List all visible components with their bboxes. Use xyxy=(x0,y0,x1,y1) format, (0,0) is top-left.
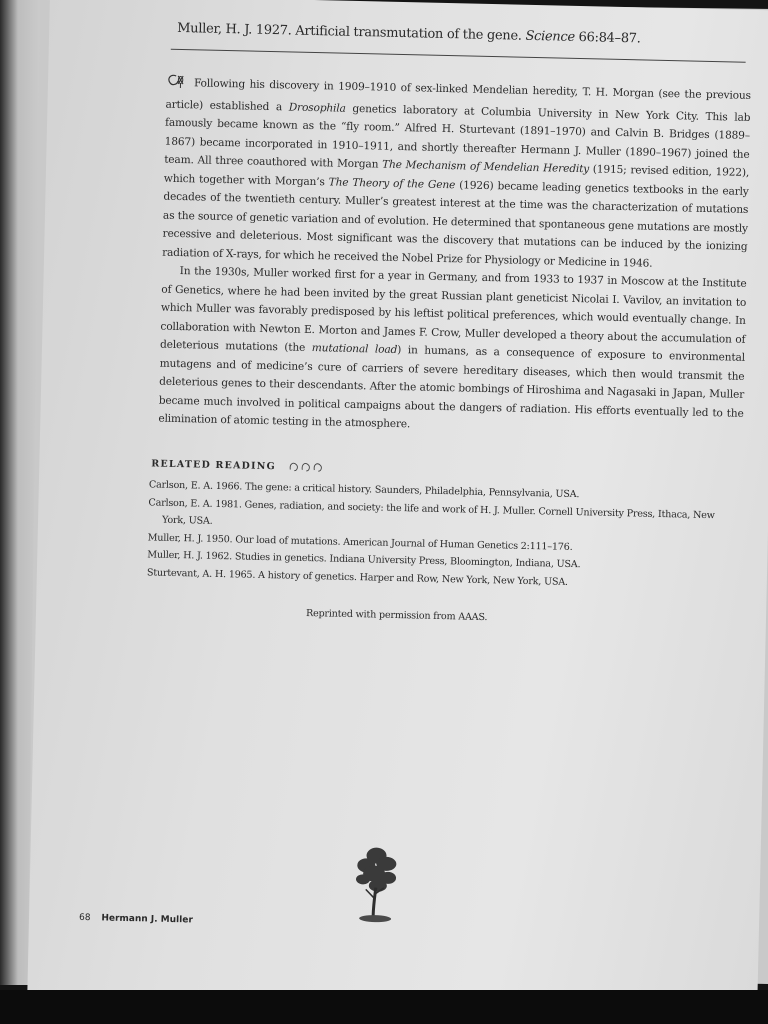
running-head: Hermann J. Muller xyxy=(101,913,193,926)
page-header-citation xyxy=(177,21,747,49)
book-page xyxy=(27,0,768,1010)
article-introduction xyxy=(158,73,751,442)
citation-journal: Science xyxy=(525,28,575,45)
tree-icon xyxy=(351,841,401,928)
fly-row-icon xyxy=(288,460,328,476)
related-reading-list xyxy=(147,476,734,594)
fly-ornament-icon xyxy=(166,73,189,96)
reference-item: Muller, H. J. 1950. Our load of mutations. American Journal of Human Genetics 2:111–176. xyxy=(147,531,573,553)
paragraph-2: In the 1930s, Muller worked first for a year in Germany, and from 1933 to 1937 in Moscow at the Institute of Genetics, where he had been invited by the great Russian plant geneticist Nicolai I. Vavilov, an invitation to which Muller was favorably predisposed by his leftist political preferences, which would eventually change. In collaboration with Newton E. Morton and James F. Crow, Muller developed a theory about the accumulation of deleterious mutations (the mutational load) in humans, as a consequence of exposure to environmental mutagens and of medicine’s cure of carriers of severe hereditary diseases, which then would transmit the deleterious genes to their descendants. After the atomic bombings of Hiroshima and Nagasaki in Japan, Muller became much involved in political campaigns about the dangers of radiation. His efforts eventually led to the elimination of atomic testing in the atmosphere. xyxy=(158,265,747,431)
paragraph-1: Following his discovery in 1909–1910 of sex-linked Mendelian heredity, T. H. Morgan (see the previous article) established a Drosophila genetics laboratory at Columbia University in New York City. This lab famously became known as the “fly room.” Alfred H. Sturtevant (1891–1970) and Calvin B. Bridges (1889–1867) became incorporated in 1910–1911, and shortly thereafter Hermann J. Muller (1890–1967) joined the team. All three coauthored with Morgan The Mechanism of Mendelian Heredity (1915; revised edition, 1922), which together with Morgan’s The Theory of the Gene (1926) became leading genetics textbooks in the early decades of the twentieth century. Muller’s greatest interest at the time was the characterization of mutations as the source of genetic variation and of evolution. He determined that spontaneous gene mutations are mostly recessive and deleterious. Most significant was the discovery that mutations can be induced by the ionizing radiation of X-rays, for which he received the Nobel Prize for Physiology or Medicine in 1946. xyxy=(162,73,751,275)
reference-item: Muller, H. J. 1962. Studies in genetics. Indiana University Press, Bloomington, Indiana, USA. xyxy=(147,549,581,571)
page-footer xyxy=(79,913,193,926)
reference-item: Carlson, E. A. 1981. Genes, radiation, and society: the life and work of H. J. Muller. Cornell University Press, Ithaca, New York, USA. xyxy=(148,496,715,527)
page-number: 68 xyxy=(78,912,91,924)
citation-pages: 66:84–87. xyxy=(574,29,641,47)
reference-item: Sturtevant, A. H. 1965. A history of genetics. Harper and Row, New York, New York, USA. xyxy=(146,566,568,588)
bottom-background xyxy=(0,990,768,1024)
citation-text: Muller, H. J. 1927. Artificial transmutation of the gene. xyxy=(177,20,526,44)
reference-item: Carlson, E. A. 1966. The gene: a critical history. Saunders, Philadelphia, Pennsylvania, USA. xyxy=(148,479,580,501)
header-rule xyxy=(171,49,746,63)
related-reading-heading: RELATED READING xyxy=(151,456,328,475)
permission-note: Reprinted with permission from AAAS. xyxy=(305,607,488,624)
